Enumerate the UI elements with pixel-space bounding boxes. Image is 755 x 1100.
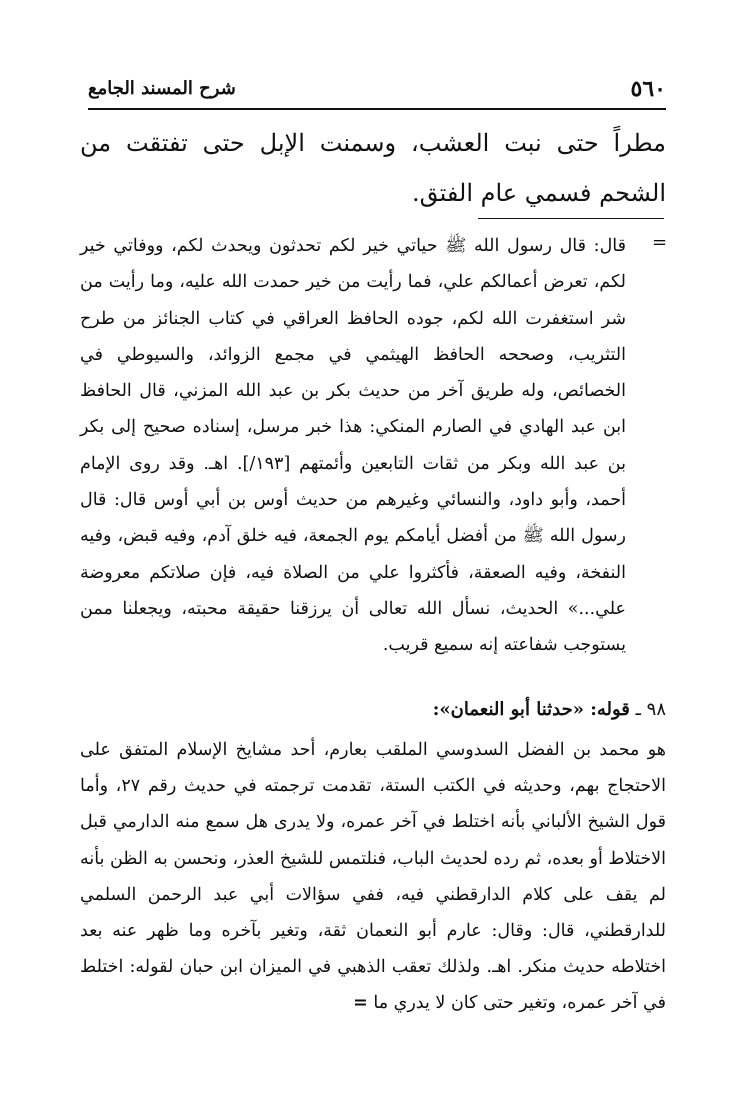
running-title: شرح المسند الجامع <box>88 78 236 99</box>
main-text: مطراً حتى نبت العشب، وسمنت الإبل حتى تفتقت من الشحم فسمي عام الفتق. <box>80 129 666 207</box>
footnote-heading <box>400 695 666 725</box>
footnote-trailing-marker: = <box>353 993 368 1014</box>
header-divider <box>88 108 666 110</box>
footnote-title: قوله: «حدثنا أبو النعمان»: <box>432 699 630 720</box>
footnote-continuation-text: قال: قال رسول الله ﷺ حياتي خير لكم تحدثون ويحدث لكم، ووفاتي خير لكم، تعرض أعمالكم علي، فما رأيت من خير حمدت الله عليه، وما رأيت من شر استغفرت الله لكم، جوده الحافظ العراقي في كتاب الجنائز من طرح التثريب، وصححه الحافظ الهيثمي في مجمع الزوائد، والسيوطي في الخصائص، وله طريق آخر من حديث بكر بن عبد الله المزني، قال الحافظ ابن عبد الهادي في الصارم المنكي: هذا خبر مرسل، إسناده صحيح إلى بكر بن عبد الله وبكر من ثقات التابعين وأئمتهم [١٩٣/]. اهـ. وقد روى الإمام أحمد، وأبو داود، والنسائي وغيرهم من حديث أوس بن أبي أوس قال: قال رسول الله ﷺ من أفضل أيامكم يوم الجمعة، فيه خلق آدم، وفيه قبض، وفيه النفخة، وفيه الصعقة، فأكثروا علي من الصلاة فيه، فإن صلاتكم معروضة علي...» الحديث، نسأل الله تعالى أن يرزقنا حقيقة محبته، ويجعلنا ممن يستوجب شفاعته إنه سميع قريب. <box>80 236 627 656</box>
footnote-98-body: هو محمد بن الفضل السدوسي الملقب بعارم، أحد مشايخ الإسلام المتفق على الاحتجاج بهم، وحديثه في الكتب الستة، تقدمت ترجمته في حديث رقم ٢٧، وأما قول الشيخ الألباني بأنه اختلط في آخر عمره، ولا يدرى هل سمع منه الدارمي قبل الاختلاط أو بعده، ثم رده لحديث الباب، فنلتمس للشيخ العذر، ونحسن به الظن بأنه لم يقف على كلام الدارقطني فيه، ففي سؤالات أبي عبد الرحمن السلمي للدارقطني، قال: وقال: عارم أبو النعمان ثقة، وتغير بآخره وما ظهر عنه بعد اختلاطه حديث منكر. اهـ. ولذلك تعقب الذهبي في الميزان ابن حبان لقوله: اختلط في آخر عمره، وتغير حتى كان لا يدري ما <box>80 740 667 1014</box>
page-number: ٥٦٠ <box>630 76 666 102</box>
footnote-number: ٩٨ ـ <box>635 699 666 720</box>
footnote-divider <box>478 218 664 219</box>
footnote-98-text <box>80 732 666 1022</box>
page-header <box>88 72 666 106</box>
footnote-continuation-marker: = <box>652 232 668 253</box>
